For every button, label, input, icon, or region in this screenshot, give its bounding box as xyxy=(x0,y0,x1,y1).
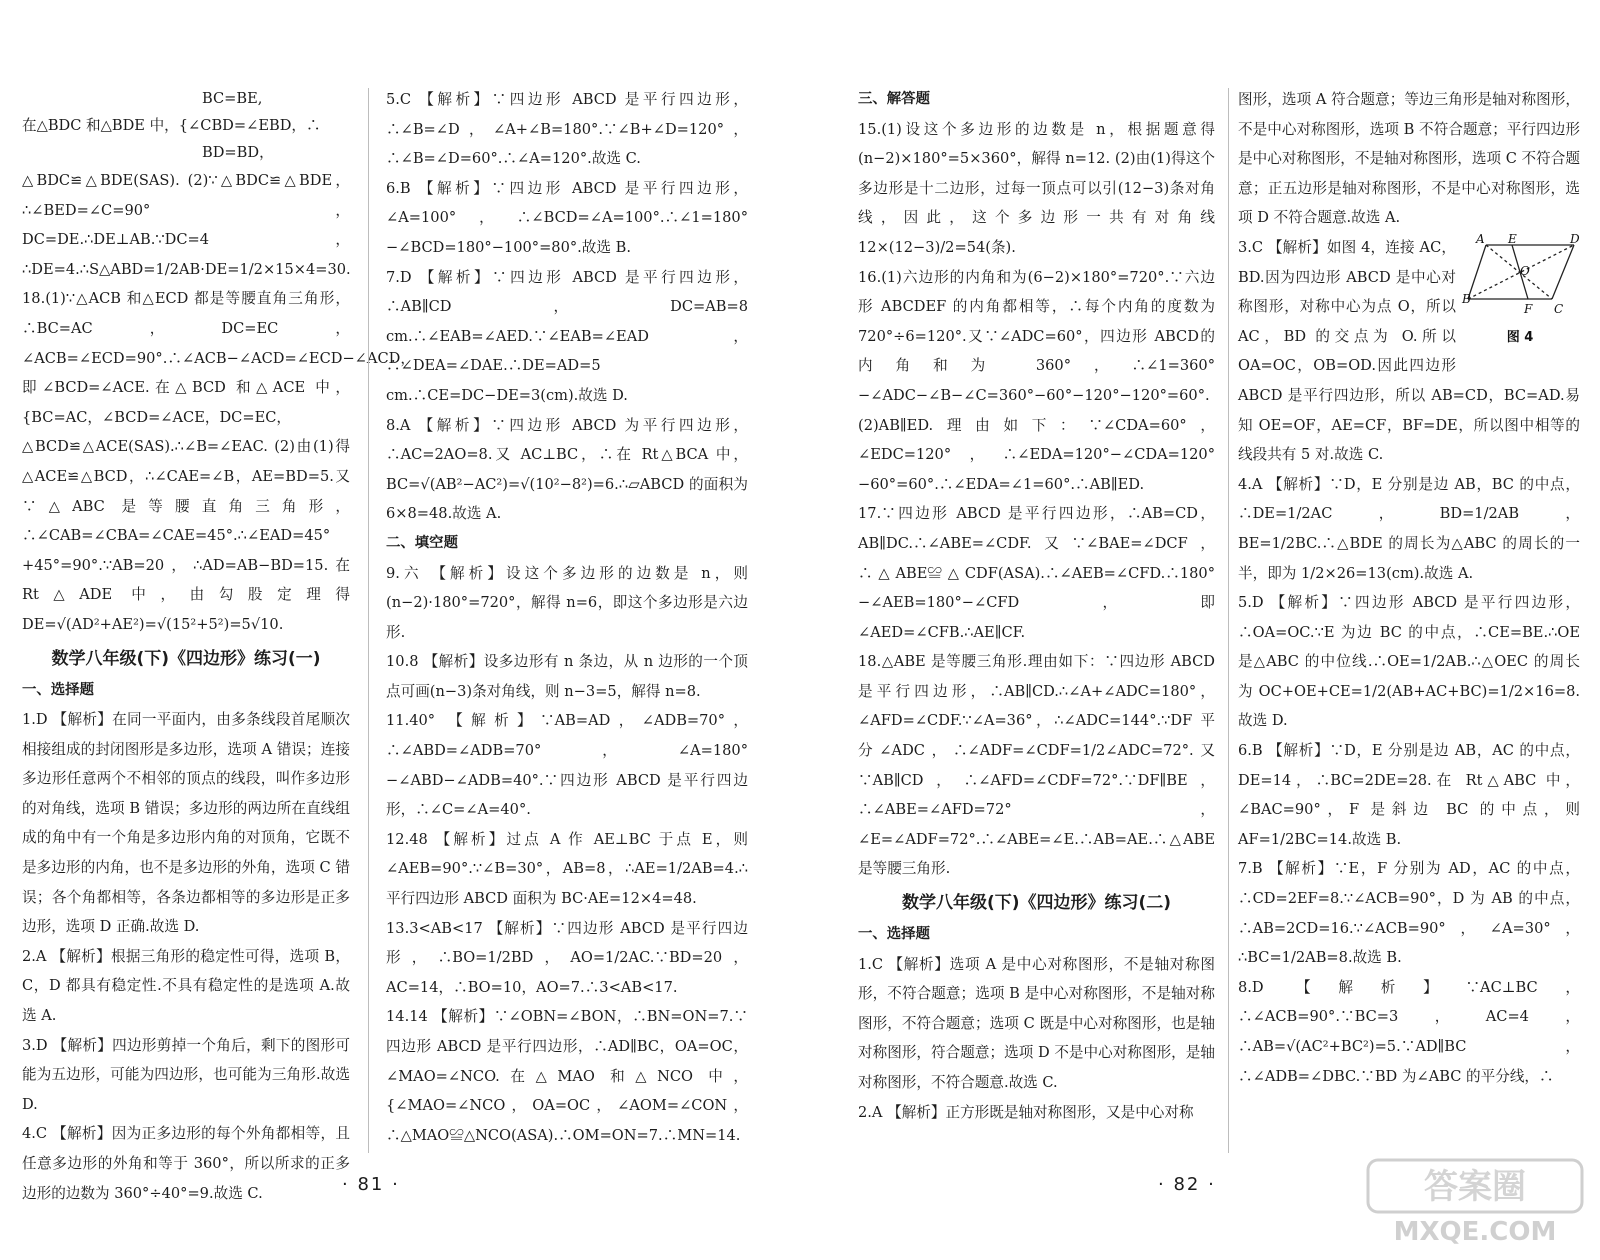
answer-item: 2.A 【解析】根据三角形的稳定性可得，选项 B，C，D 都具有稳定性.不具有稳定性的是选项 A.故选 A. xyxy=(22,947,350,1025)
label-d: D xyxy=(1570,231,1580,246)
answer-item: 15.(1)设这个多边形的边数是 n，根据题意得(n−2)×180°=5×360°，解得 n=12. (2)由(1)得这个多边形是十二边形，过每一顶点可以引(12−3)条对角线，因此，这个多边形一共有对角线 12×(12−3)/2=54(条). xyxy=(858,120,1215,256)
label-c: C xyxy=(1554,301,1564,316)
answer-item: 5.C 【解析】∵四边形 ABCD 是平行四边形，∴∠B=∠D，∠A+∠B=180°.∵∠B+∠D=120°，∴∠B=∠D=60°.∴∠A=120°.故选 C. xyxy=(386,91,748,168)
column-3 xyxy=(858,85,1215,1170)
system-line: 在△BDC 和△BDE 中，{∠CBD=∠EBD，∴ xyxy=(22,117,321,134)
section-heading: 三、解答题 xyxy=(858,91,930,107)
answer-item xyxy=(1238,233,1580,470)
answer-text: 3.C 【解析】如图 4，连接 AC，BD.因为四边形 ABCD 是中心对称图形，对称中心为点 O，所以 AC，BD 的交点为 O.所以 OA=OC，OB=OD.因此四边形 ABCD 是平行四边形，所以 AB=CD，BC=AD.易知 OE=OF，AE=CF，BF=DE，所以图中相等的线段共有 5 对.故选 C. xyxy=(1238,238,1580,464)
column-1 xyxy=(22,85,415,1202)
figure-4-parallelogram xyxy=(1462,233,1580,353)
section-heading: 二、填空题 xyxy=(386,534,458,551)
label-b: B xyxy=(1462,291,1471,306)
edge-ba xyxy=(1468,245,1486,299)
answer-item: △BDC≌△BDE(SAS). (2)∵△BDC≌△BDE，∴∠BED=∠C=90°，DC=DE.∴DE⊥AB.∵DC=4，∴DE=4.∴S△ABD=1/2AB·DE=1/2×15×4=30. xyxy=(22,172,351,278)
page-number-left: · 81 · xyxy=(342,1174,400,1195)
answer-item: 6.B 【解析】∵D，E 分别是边 AB，AC 的中点，DE=14，∴BC=2DE=28.在 Rt△ABC 中，∠BAC=90°，F 是斜边 BC 的中点，则 AF=1/2BC=14.故选 B. xyxy=(1238,742,1580,848)
answer-item: 16.(1)六边形的内角和为(6−2)×180°=720°.∵六边形 ABCDEF 的内角都相等，∴每个内角的度数为 720°÷6=120°.又∵∠ADC=60°，四边形 ABCD的内角和为 360°，∴∠1=360°−∠ADC−∠B−∠C=360°−60°−120°−120°=60°. (2)AB∥ED.理由如下：∵∠CDA=60°，∠EDC=120°，∴∠EDA=120°−∠CDA=120°−60°=60°.∴∠EDA=∠1=60°.∴AB∥ED. xyxy=(858,268,1215,493)
answer-item: 1.C 【解析】选项 A 是中心对称图形，不是轴对称图形，不符合题意；选项 B 是中心对称图形，不是轴对称图形，不符合题意；选项 C 既是中心对称图形，也是轴对称图形，符合题意；选项 D 不是中心对称图形，是轴对称图形，不符合题意.故选 C. xyxy=(858,955,1215,1091)
watermark-text: 答案圈 xyxy=(1424,1167,1526,1207)
answer-item: 图形，选项 A 符合题意；等边三角形是轴对称图形，不是中心对称图形，选项 B 不符合题意；平行四边形是中心对称图形，不是轴对称图形，选项 C 不符合题意；正五边形是轴对称图形，不是中心对称图形，选项 D 不符合题意.故选 A. xyxy=(1238,91,1580,227)
figure-caption: 图 4 xyxy=(1506,329,1534,345)
answer-item: 12.48 【解析】过点 A 作 AE⊥BC 于点 E，则∠AEB=90°.∵∠B=30°，AB=8，∴AE=1/2AB=4.∴平行四边形 ABCD 面积为 BC·AE=12×4=48. xyxy=(386,830,748,908)
watermark-logo xyxy=(1360,1150,1590,1250)
answer-item: 14.14 【解析】∵∠OBN=∠BON，∴BN=ON=7.∵四边形 ABCD 是平行四边形，∴AD∥BC，OA=OC，∠MAO=∠NCO.在△MAO 和△NCO 中，{∠MAO=∠NCO，OA=OC，∠AOM=∠CON，∴△MAO≌△NCO(ASA).∴OM=ON=7.∴MN=14. xyxy=(386,1008,748,1144)
answer-item: 4.C 【解析】因为正多边形的每个外角都相等，且任意多边形的外角和等于 360°，所以所求的正多边形的边数为 360°÷40°=9.故选 C. xyxy=(22,1125,350,1202)
answer-item: 8.D 【解析】∵AC⊥BC，∴∠ACB=90°.∵BC=3，AC=4，∴AB=√(AC²+BC²)=5.∵AD∥BC，∴∠ADB=∠DBC.∵BD 为∠ABC 的平分线，∴ xyxy=(1238,978,1580,1085)
label-e: E xyxy=(1508,231,1517,246)
answer-item: 18.(1)∵△ACB 和△ECD 都是等腰直角三角形，∴BC=AC，DC=EC，∠ACB=∠ECD=90°.∴∠ACB−∠ACD=∠ECD−∠ACD，即∠BCD=∠ACE.在△BCD 和△ACE 中，{BC=AC，∠BCD=∠ACE，DC=EC， xyxy=(22,290,415,426)
answer-item: 18.△ABE 是等腰三角形.理由如下：∵四边形 ABCD 是平行四边形，∴AB∥CD.∴∠A+∠ADC=180°，∠AFD=∠CDF.∵∠A=36°，∴∠ADC=144°.∵DF 平分∠ADC，∴∠ADF=∠CDF=1/2∠ADC=72°.又∵AB∥CD，∴∠AFD=∠CDF=72°.∵DF∥BE，∴∠ABE=∠AFD=72°，∠E=∠ADF=72°.∴∠ABE=∠E.∴AB=AE.∴△ABE 是等腰三角形. xyxy=(858,653,1215,878)
edge-dc xyxy=(1552,245,1574,299)
answer-item: 9.六 【解析】设这个多边形的边数是 n，则(n−2)·180°=720°，解得 n=6，即这个多边形是六边形. xyxy=(386,564,748,641)
answer-item: 8.A 【解析】∵四边形 ABCD 为平行四边形，∴AC=2AO=8.又 AC⊥BC，∴在 Rt△BCA 中，BC=√(AB²−AC²)=√(10²−8²)=6.∴▱ABCD 的面积为 6×8=48.故选 A. xyxy=(386,416,748,523)
answer-item: 3.D 【解析】四边形剪掉一个角后，剩下的图形可能为五边形，可能为四边形，也可能为三角形.故选 D. xyxy=(22,1036,350,1113)
answer-item: 7.B 【解析】∵E，F 分别为 AD，AC 的中点，∴CD=2EF=8.∵∠ACB=90°，D 为 AB 的中点，∴AB=2CD=16.∵∠ACB=90°，∠A=30°，∴BC=1/2AB=8.故选 B. xyxy=(1238,860,1580,967)
system-line: BC=BE, xyxy=(202,90,263,107)
exercise-title: 数学八年级(下)《四边形》练习(二) xyxy=(901,893,1172,914)
column-4 xyxy=(1238,85,1580,1170)
answer-item: 5.D 【解析】∵四边形 ABCD 是平行四边形，∴OA=OC.∵E 为边 BC 的中点，∴CE=BE.∴OE 是△ABC 的中位线.∴OE=1/2AB.∴△OEC 的周长为 OC+OE+CE=1/2(AB+AC+BC)=1/2×16=8.故选 D. xyxy=(1238,594,1580,730)
answer-item: △BCD≌△ACE(SAS).∴∠B=∠EAC. (2)由(1)得△ACE≌△BCD，∴∠CAE=∠B，AE=BD=5.又∵△ABC 是等腰直角三角形，∴∠CAB=∠CBA=∠CAE=45°.∴∠EAD=45°+45°=90°.∵AB=20，∴AD=AB−BD=15.在 Rt△ADE 中，由勾股定理得 DE=√(AD²+AE²)=√(15²+5²)=5√10. xyxy=(22,438,350,633)
page-number-right: · 82 · xyxy=(1158,1174,1216,1195)
exercise-title: 数学八年级(下)《四边形》练习(一) xyxy=(51,648,321,669)
column-2 xyxy=(386,85,748,1170)
system-line: BD=BD， xyxy=(202,144,274,161)
answer-item: 10.8 【解析】设多边形有 n 条边，从 n 边形的一个顶点可画(n−3)条对角线，则 n−3=5，解得 n=8. xyxy=(386,653,748,700)
answer-item: 17.∵四边形 ABCD 是平行四边形，∴AB=CD，AB∥DC.∴∠ABE=∠CDF.又∵∠BAE=∠DCF，∴△ABE≌△CDF(ASA).∴∠AEB=∠CFD.∴180°−∠AEB=180°−∠CFD，即∠AED=∠CFB.∴AE∥CF. xyxy=(858,505,1215,641)
answer-item: 7.D 【解析】∵四边形 ABCD 是平行四边形，∴AB∥CD，DC=AB=8 cm.∴∠EAB=∠AED.∵∠EAB=∠EAD，∴∠DEA=∠DAE.∴DE=AD=5 cm.∴CE=DC−DE=3(cm).故选 D. xyxy=(386,268,748,404)
column-divider xyxy=(368,88,369,1153)
watermark-url: MXQE.COM xyxy=(1393,1217,1557,1247)
answer-item: 6.B 【解析】∵四边形 ABCD 是平行四边形，∠A=100°，∴∠BCD=∠A=100°.∴∠1=180°−∠BCD=180°−100°=80°.故选 B. xyxy=(386,179,748,256)
section-heading: 一、选择题 xyxy=(858,926,930,943)
answer-item: 4.A 【解析】∵D，E 分别是边 AB，BC 的中点，∴DE=1/2AC，BD=1/2AB，BE=1/2BC.∴△BDE 的周长为△ABC 的周长的一半，即为 1/2×26=13(cm).故选 A. xyxy=(1238,475,1580,582)
answer-item: 11.40° 【解析】∵AB=AD，∠ADB=70°，∴∠ABD=∠ADB=70°，∠A=180°−∠ABD−∠ADB=40°.∵四边形 ABCD 是平行四边形，∴∠C=∠A=40°. xyxy=(386,712,748,819)
answer-item: 2.A 【解析】正方形既是轴对称图形，又是中心对称 xyxy=(858,1103,1194,1121)
label-a: A xyxy=(1476,231,1485,246)
diagonal-ac xyxy=(1486,245,1552,299)
answer-item: 1.D 【解析】在同一平面内，由多条线段首尾顺次相接组成的封闭图形是多边形，选项 A 错误；连接多边形任意两个不相邻的顶点的线段，叫作多边形的对角线，选项 B 错误；多边形的两边所在直线组成的角中有一个角是多边形内角的对顶角，它既不是多边形的内角，也不是多边形的外角，选项 C 错误；各个角都相等，各条边都相等的多边形是正多边形，选项 D 正确.故选 D. xyxy=(22,711,350,936)
section-heading: 一、选择题 xyxy=(22,681,94,698)
label-o: O xyxy=(1520,263,1530,278)
answer-item: 13.3<AB<17 【解析】∵四边形 ABCD 是平行四边形，∴BO=1/2BD，AO=1/2AC.∵BD=20，AC=14，∴BO=10，AO=7.∴3<AB<17. xyxy=(386,919,748,996)
column-divider xyxy=(1228,88,1229,1153)
label-f: F xyxy=(1524,301,1533,316)
